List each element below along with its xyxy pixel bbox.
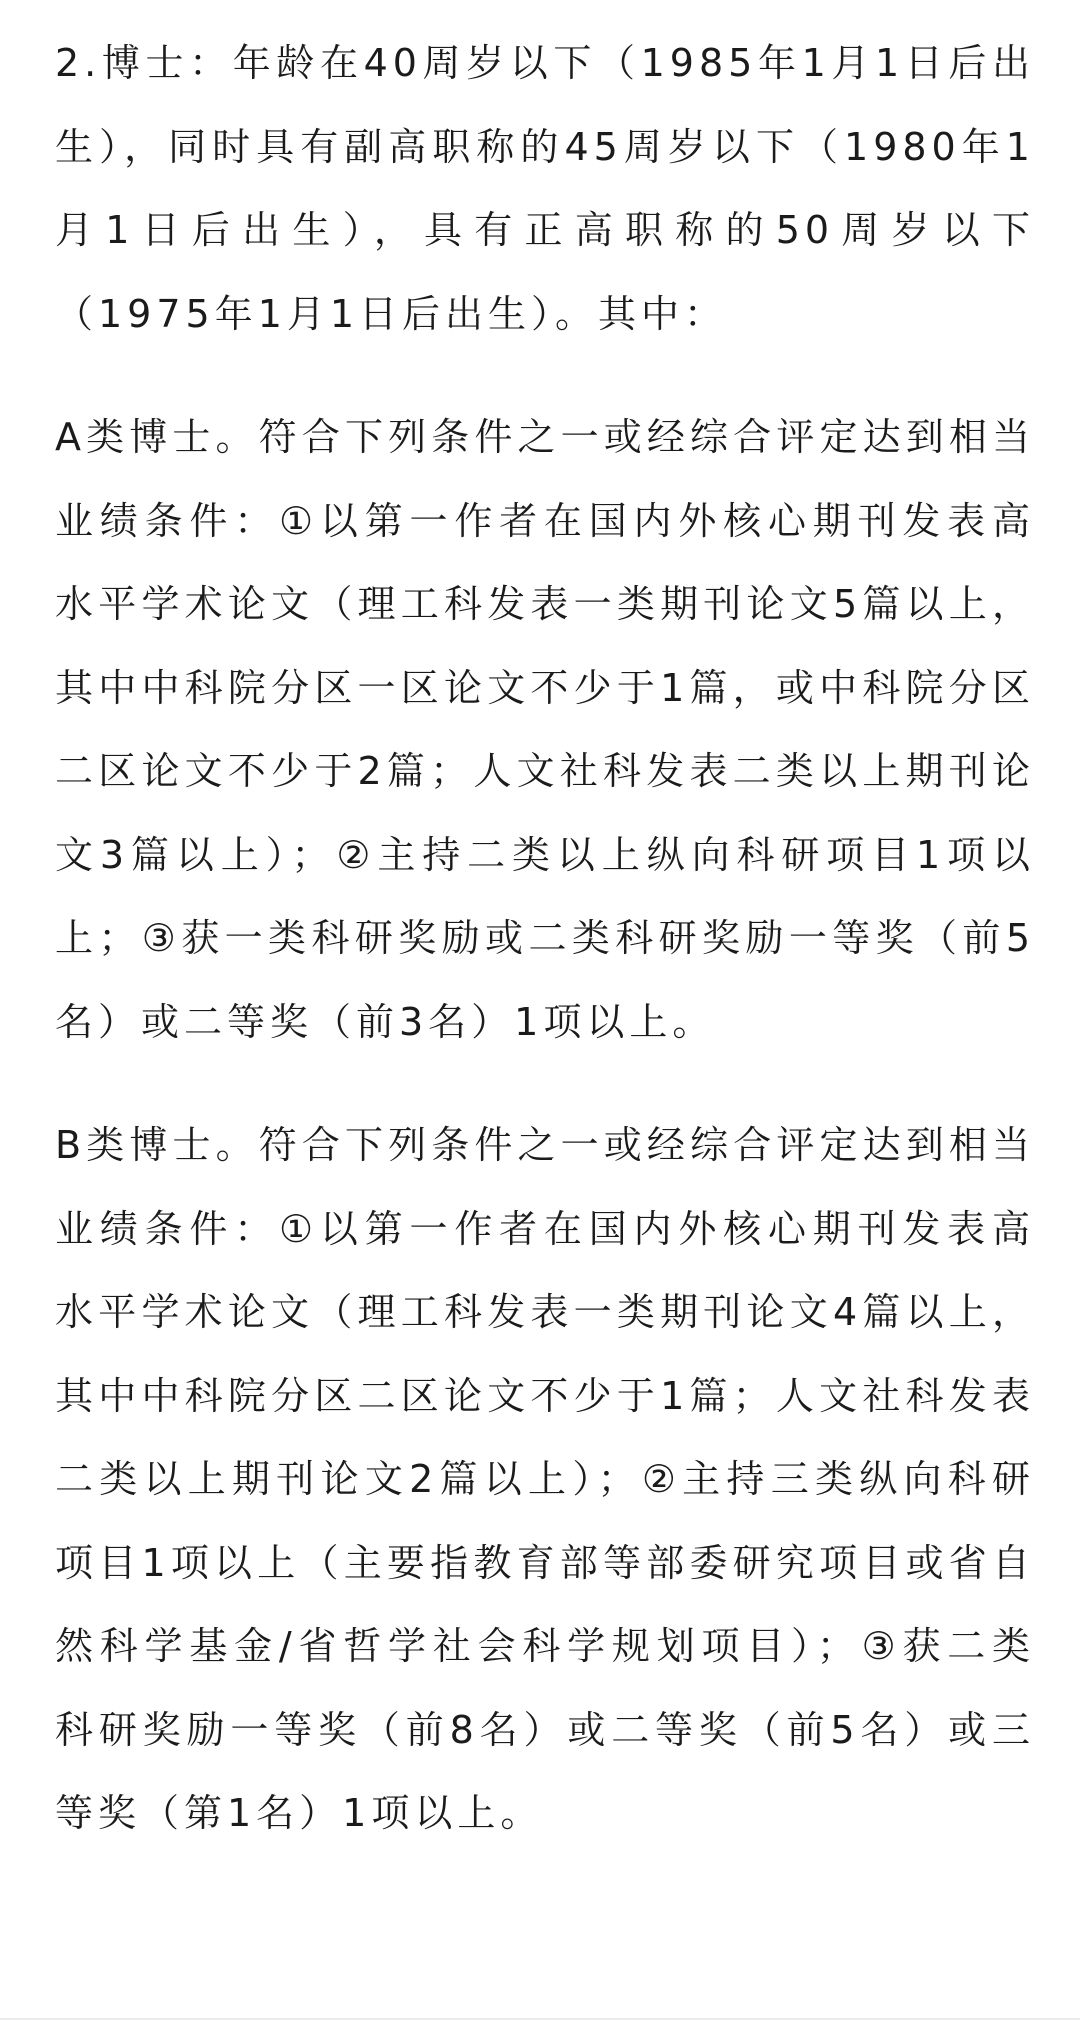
paragraph-class-b-doctor: B类博士。符合下列条件之一或经综合评定达到相当业绩条件：①以第一作者在国内外核心期刊发表高水平学术论文（理工科发表一类期刊论文4篇以上，其中中科院分区二区论文不少于1篇；人文社科发表二类以上期刊论文2篇以上）；②主持三类纵向科研项目1项以上（主要指教育部等部委研究项目或省自然科学基金/省哲学社会科学规划项目）；③获二类科研奖励一等奖（前8名）或二等奖（前5名）或三等奖（第1名）1项以上。 bbox=[55, 1123, 1035, 1835]
paragraph-doctor-age-requirements: 2.博士：年龄在40周岁以下（1985年1月1日后出生），同时具有副高职称的45周岁以下（1980年1月1日后出生），具有正高职称的50周岁以下（1975年1月1日后出生）。其中： bbox=[55, 41, 1035, 336]
bottom-divider bbox=[0, 2018, 1080, 2020]
paragraph-class-a-doctor: A类博士。符合下列条件之一或经综合评定达到相当业绩条件：①以第一作者在国内外核心期刊发表高水平学术论文（理工科发表一类期刊论文5篇以上，其中中科院分区一区论文不少于1篇，或中科院分区二区论文不少于2篇；人文社科发表二类以上期刊论文3篇以上）；②主持二类以上纵向科研项目1项以上；③获一类科研奖励或二类科研奖励一等奖（前5名）或二等奖（前3名）1项以上。 bbox=[55, 415, 1035, 1044]
article-body bbox=[55, 22, 1035, 1856]
